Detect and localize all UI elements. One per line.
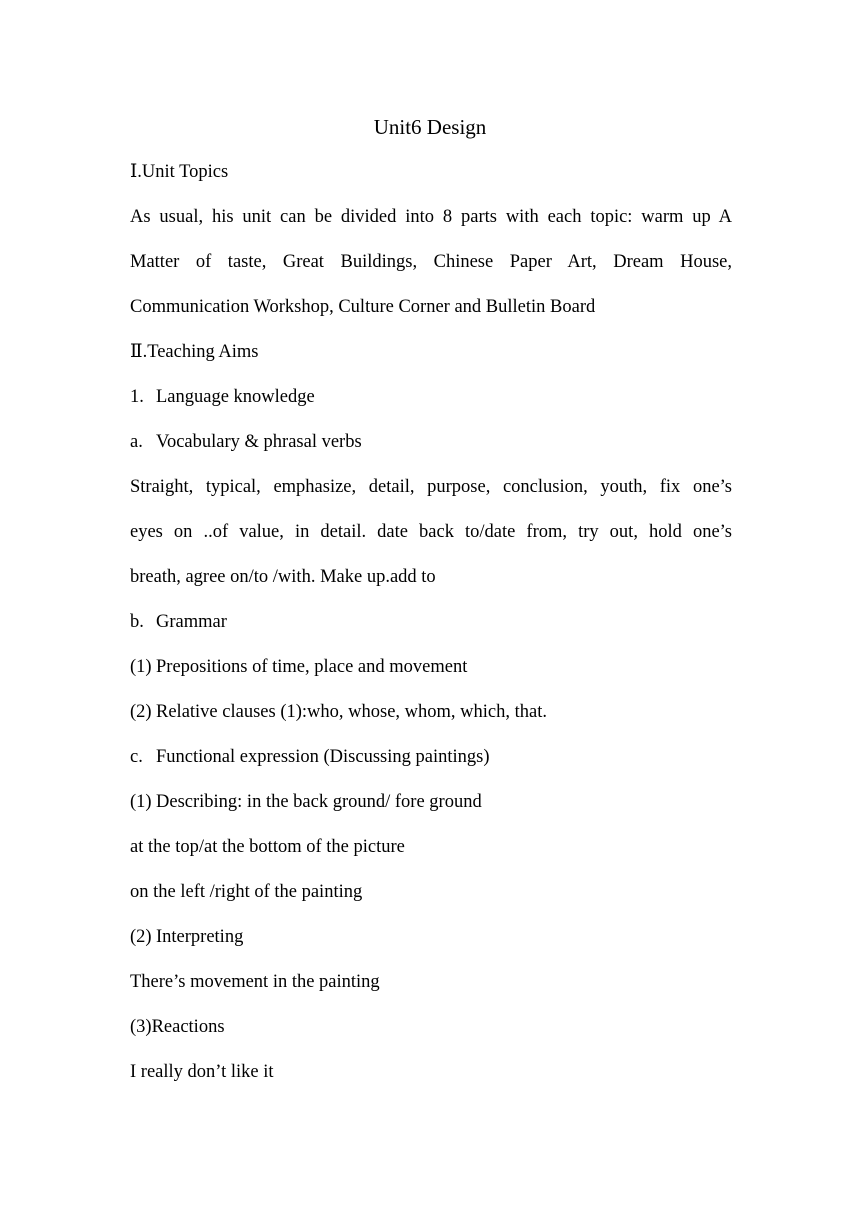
document-title: Unit6 Design (373, 115, 487, 139)
list-item-language-knowledge (130, 385, 732, 409)
list-text: Language knowledge (156, 387, 315, 407)
function-number: (1) (130, 792, 152, 812)
sub-text: Functional expression (Discussing paintings) (156, 747, 490, 767)
grammar-number: (2) (130, 702, 152, 722)
sub-text: Grammar (156, 612, 227, 632)
grammar-text: Relative clauses (1):who, whose, whom, which, that. (156, 702, 547, 722)
function-item-describing (130, 790, 732, 814)
describing-example-1: at the top/at the bottom of the picture (130, 837, 405, 857)
sub-text: Vocabulary & phrasal verbs (156, 432, 362, 452)
grammar-item-prepositions (130, 655, 732, 679)
grammar-number: (1) (130, 657, 152, 677)
function-text: Interpreting (156, 927, 244, 947)
reactions-example: I really don’t like it (130, 1062, 274, 1082)
function-number: (2) (130, 927, 152, 947)
interpreting-example: There’s movement in the painting (130, 972, 380, 992)
function-item-interpreting (130, 925, 732, 949)
describing-example-2: on the left /right of the painting (130, 882, 363, 902)
topics-paragraph-line-2: Matter of taste, Great Buildings, Chinese Paper Art, Dream House, (130, 252, 732, 272)
topics-paragraph-line-3: Communication Workshop, Culture Corner and Bulletin Board (130, 297, 596, 317)
list-number: 1. (130, 387, 144, 407)
section-heading-unit-topics: Ⅰ.Unit Topics (130, 162, 229, 182)
topics-paragraph-line-1: As usual, his unit can be divided into 8 parts with each topic: warm up A (130, 207, 732, 227)
grammar-text: Prepositions of time, place and movement (156, 657, 468, 677)
sub-letter: a. (130, 432, 143, 452)
vocab-line-3: breath, agree on/to /with. Make up.add to (130, 567, 436, 587)
sub-item-grammar (130, 610, 732, 634)
vocab-line-1: Straight, typical, emphasize, detail, purpose, conclusion, youth, fix one’s (130, 477, 732, 497)
grammar-item-relative-clauses (130, 700, 732, 724)
section-heading-teaching-aims: Ⅱ.Teaching Aims (130, 342, 259, 362)
sub-letter: b. (130, 612, 144, 632)
function-text: Describing: in the back ground/ fore ground (156, 792, 482, 812)
vocab-line-2: eyes on ..of value, in detail. date back to/date from, try out, hold one’s (130, 522, 732, 542)
function-item-reactions: (3)Reactions (130, 1017, 225, 1037)
sub-item-vocabulary (130, 430, 732, 454)
sub-letter: c. (130, 747, 143, 767)
sub-item-functional-expression (130, 745, 732, 769)
